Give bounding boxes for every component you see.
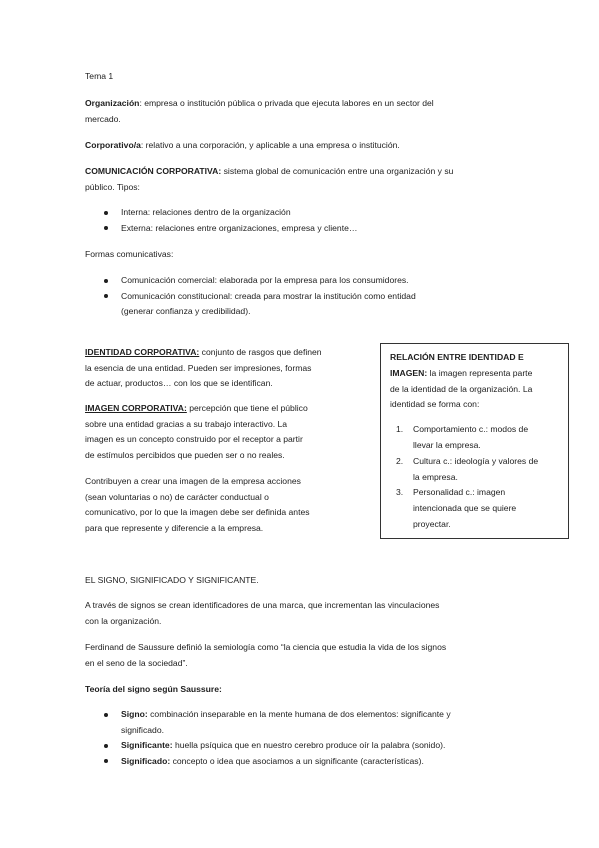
organizacion-def-cont: mercado.: [85, 113, 121, 124]
relacion-box: [380, 343, 569, 539]
organizacion-def: : empresa o institución pública o privada que ejecuta labores en un sector del: [139, 98, 434, 108]
teoria-heading: [85, 682, 222, 698]
list-item: [85, 738, 535, 754]
list-item: [85, 289, 525, 320]
item-number: 2.: [396, 455, 404, 466]
teoria-def: huella psíquica que en nuestro cerebro produce oír la palabra (sonido).: [172, 740, 446, 750]
identidad-def-3: de actuar, productos… con los que se identifican.: [85, 378, 273, 388]
contribuyen-line: para que represente y diferencie a la empresa.: [85, 522, 264, 533]
formas-title: Formas comunicativas:: [85, 249, 174, 259]
item-text: Comportamiento c.: modos de: [413, 424, 529, 435]
list-item: [390, 422, 559, 454]
identidad-def: conjunto de rasgos que definen: [199, 347, 322, 357]
comunicacion-def: sistema global de comunicación entre una organización y su: [221, 166, 454, 176]
contribuyen-paragraph: [85, 474, 375, 536]
relacion-title-cont: IMAGEN:: [390, 367, 428, 378]
organizacion-paragraph: [85, 96, 525, 127]
imagen-paragraph: [85, 401, 375, 463]
list-item: [390, 454, 559, 486]
signos-line: con la organización.: [85, 615, 162, 626]
comunicacion-paragraph: [85, 164, 525, 195]
teoria-def: concepto o idea que asociamos a un significante (características).: [170, 755, 424, 766]
list-item: [390, 485, 559, 532]
signos-paragraph: [85, 598, 535, 629]
corporativo-paragraph: [85, 138, 525, 154]
forma-text-cont: (generar confianza y credibilidad).: [121, 306, 251, 316]
imagen-def-4: de estímulos percibidos que pueden ser o no reales.: [85, 449, 285, 460]
teoria-term: Significante:: [121, 740, 173, 750]
identidad-paragraph: [85, 345, 375, 392]
signo-heading: [85, 573, 259, 589]
signo-title: EL SIGNO, SIGNIFICADO Y SIGNIFICANTE.: [85, 575, 259, 585]
relacion-list: [390, 422, 559, 533]
tipos-list: [85, 205, 525, 236]
signos-line: A través de signos se crean identificadores de una marca, que incrementan las vinculaciones: [85, 600, 440, 610]
teoria-term: Significado:: [121, 755, 171, 766]
imagen-def: percepción que tiene el público: [186, 403, 308, 413]
item-number: 1.: [396, 424, 404, 435]
list-item: [85, 707, 535, 738]
item-text: Personalidad c.: imagen: [413, 487, 506, 498]
relacion-def-2: de la identidad de la organización. La: [390, 383, 533, 394]
contribuyen-line: Contribuyen a crear una imagen de la empresa acciones: [85, 476, 301, 486]
item-text-cont: llevar la empresa.: [413, 439, 481, 450]
saussure-line: en el seno de la sociedad”.: [85, 657, 188, 668]
teoria-list: [85, 707, 535, 769]
teoria-def-cont: significado.: [121, 724, 164, 735]
comunicacion-def-cont: público. Tipos:: [85, 181, 140, 192]
forma-text: Comunicación constitucional: creada para mostrar la institución como entidad: [121, 290, 416, 301]
teoria-def: combinación inseparable en la mente humana de dos elementos: significante y: [147, 709, 451, 719]
identidad-def-2: la esencia de una entidad. Pueden ser impresiones, formas: [85, 362, 312, 373]
imagen-def-2: sobre una entidad gracias a su trabajo interactivo. La: [85, 418, 288, 429]
formas-heading: [85, 247, 173, 263]
teoria-title: Teoría del signo según Saussure:: [85, 684, 222, 694]
corporativo-def: : relativo a una corporación, y aplicable a una empresa o institución.: [140, 140, 400, 150]
item-text-cont: intencionada que se quiere: [413, 503, 517, 514]
item-text-cont: proyectar.: [413, 518, 451, 529]
saussure-line: Ferdinand de Saussure definió la semiología como “la ciencia que estudia la vida de los signos: [85, 642, 447, 652]
forma-text: Comunicación comercial: elaborada por la empresa para los consumidores.: [121, 275, 409, 285]
imagen-term: IMAGEN CORPORATIVA:: [85, 403, 187, 413]
list-item: [85, 754, 535, 770]
teoria-term: Signo:: [121, 709, 148, 719]
item-text: Cultura c.: ideología y valores de: [413, 455, 539, 466]
imagen-def-3: imagen es un concepto construido por el receptor a partir: [85, 434, 303, 444]
contribuyen-line: comunicativo, por lo que la imagen debe ser definida antes: [85, 507, 310, 517]
saussure-paragraph: [85, 640, 535, 671]
formas-list: [85, 273, 525, 320]
item-text-cont: la empresa.: [413, 471, 458, 482]
relacion-title: RELACIÓN ENTRE IDENTIDAD E: [390, 352, 524, 362]
comunicacion-term: COMUNICACIÓN CORPORATIVA:: [85, 166, 222, 176]
corporativo-term: Corporativo/a: [85, 140, 141, 150]
tema-heading: [85, 69, 113, 85]
contribuyen-line: (sean voluntarias o no) de carácter conductual o: [85, 491, 269, 502]
identidad-term: IDENTIDAD CORPORATIVA:: [85, 347, 200, 357]
tema-label: Tema 1: [85, 71, 114, 81]
list-item: Interna: relaciones dentro de la organización: [85, 205, 525, 221]
list-item: Externa: relaciones entre organizaciones, empresa y cliente…: [85, 221, 525, 237]
relacion-def-3: identidad se forma con:: [390, 399, 480, 410]
relacion-def: la imagen representa parte: [427, 367, 533, 378]
list-item: [85, 273, 525, 289]
organizacion-term: Organización: [85, 98, 140, 108]
item-number: 3.: [396, 487, 404, 498]
